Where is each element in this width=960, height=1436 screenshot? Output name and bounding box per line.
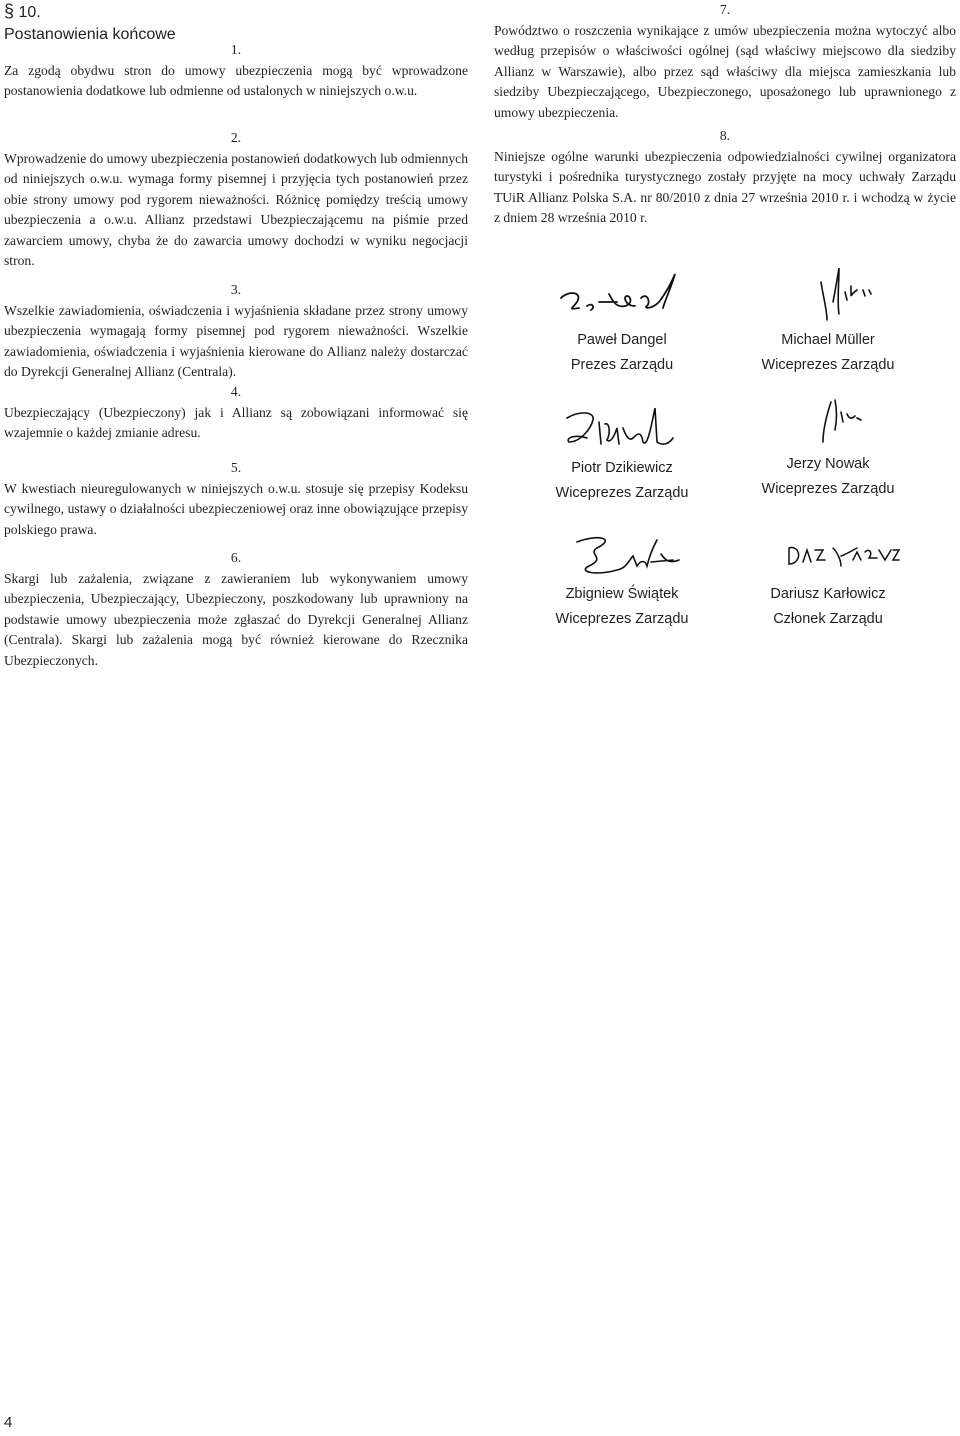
signature-block-4 (718, 394, 938, 502)
signatory-name: Piotr Dzikiewicz (571, 460, 673, 476)
section-number (4, 0, 304, 24)
signature-image (753, 262, 903, 328)
section-symbol: § (4, 1, 15, 21)
signature-image (547, 398, 697, 456)
paragraph-number: 7. (719, 2, 731, 17)
signature-image (547, 262, 697, 328)
paragraph-number: 6. (230, 550, 242, 565)
signature-block-6 (718, 530, 938, 632)
paragraph-number: 2. (230, 130, 242, 145)
paragraph-text: Skargi lub zażalenia, związane z zawieraniem lub wykonywaniem umowy ubezpieczenia, Ubezpieczający, Ubezpieczony, poszkodowany lub uprawniony na podstawie umowy ubezpieczenia może zgłaszać do Dyrekcji Generalnej Allianz (Centrala). Skargi lub zażalenia mogą być również kierowane do Rzecznika Ubezpieczonych. (4, 570, 468, 668)
signatory-name: Michael Müller (781, 332, 875, 348)
signatory-name: Paweł Dangel (577, 332, 667, 348)
page-number: 4 (4, 1414, 13, 1431)
signatory-role: Wiceprezes Zarządu (761, 357, 895, 373)
signature-image (547, 530, 697, 582)
signature-block-5 (512, 530, 732, 632)
signatory-name: Jerzy Nowak (786, 456, 870, 472)
paragraph-text: Ubezpieczający (Ubezpieczony) jak i Allianz są zobowiązani informować się wzajemnie o każdej zmianie adresu. (4, 404, 468, 440)
paragraph-8 (494, 126, 956, 229)
paragraph-7 (494, 0, 956, 123)
signatory-name: Zbigniew Świątek (565, 586, 679, 602)
signatory-role: Wiceprezes Zarządu (761, 481, 895, 497)
paragraph-text: Wprowadzenie do umowy ubezpieczenia postanowień dodatkowych lub odmiennych od niniejszych o.w.u. wymaga formy pisemnej i przyjęcia tych postanowień przez obie strony umowy pod rygorem nieważności. Różnicę pomiędzy treścią umowy ubezpieczenia a o.w.u. Allianz przedstawi Ubezpieczającemu na piśmie przed zawarciem umowy, chyba że do zawarcia umowy dochodzi w wyniku negocjacji stron. (4, 150, 468, 268)
paragraph-5 (4, 458, 468, 540)
signatory-role: Wiceprezes Zarządu (555, 485, 689, 501)
paragraph-4 (4, 382, 468, 444)
signatory-role: Prezes Zarządu (570, 357, 674, 373)
signatory-name: Dariusz Karłowicz (770, 586, 886, 602)
signature-image (753, 530, 903, 582)
paragraph-2 (4, 128, 468, 272)
paragraph-3 (4, 280, 468, 383)
signature-block-3 (512, 398, 732, 506)
paragraph-number: 1. (230, 42, 242, 57)
signatory-role: Wiceprezes Zarządu (555, 611, 689, 627)
paragraph-6 (4, 548, 468, 671)
signatory-role: Członek Zarządu (773, 611, 883, 627)
paragraph-number: 3. (230, 282, 242, 297)
paragraph-text: W kwestiach nieuregulowanych w niniejszych o.w.u. stosuje się przepisy Kodeksu cywilnego, ustawy o działalności ubezpieczeniowej oraz inne obowiązujące przepisy polskiego prawa. (4, 480, 468, 537)
signature-image (753, 394, 903, 452)
section-number-value: 10. (18, 4, 41, 21)
paragraph-number: 5. (230, 460, 242, 475)
signature-block-1 (512, 262, 732, 378)
paragraph-1 (4, 40, 468, 102)
paragraph-number: 4. (230, 384, 242, 399)
signature-block-2 (718, 262, 938, 378)
section-title: Postanowienia końcowe (4, 26, 176, 43)
paragraph-number: 8. (719, 128, 731, 143)
paragraph-text: Za zgodą obydwu stron do umowy ubezpieczenia mogą być wprowadzone postanowienia dodatkowe lub odmienne od ustalonych w niniejszych o.w.u. (4, 62, 468, 98)
paragraph-text: Wszelkie zawiadomienia, oświadczenia i wyjaśnienia składane przez strony umowy ubezpieczenia wymagają formy pisemnej pod rygorem nieważności. Wszelkie zawiadomienia, oświadczenia i wyjaśnienia kierowane do Allianz należy dostarczać do Dyrekcji Generalnej Allianz (Centrala). (4, 302, 468, 379)
paragraph-text: Niniejsze ogólne warunki ubezpieczenia odpowiedzialności cywilnej organizatora turystyki i pośrednika turystycznego zostały przyjęte na mocy uchwały Zarządu TUiR Allianz Polska S.A. nr 80/2010 z dnia 27 września 2010 r. i wchodzą w życie z dniem 28 września 2010 r. (494, 148, 956, 225)
paragraph-text: Powództwo o roszczenia wynikające z umów ubezpieczenia można wytoczyć albo według przepisów o właściwości ogólnej (sąd właściwy miejscowo dla siedziby Allianz w Warszawie), albo przez sąd właściwy dla miejsca zamieszkania lub siedziby Ubezpieczającego, Ubezpieczonego, uposażonego lub uprawnionego z umowy ubezpieczenia. (494, 22, 956, 120)
